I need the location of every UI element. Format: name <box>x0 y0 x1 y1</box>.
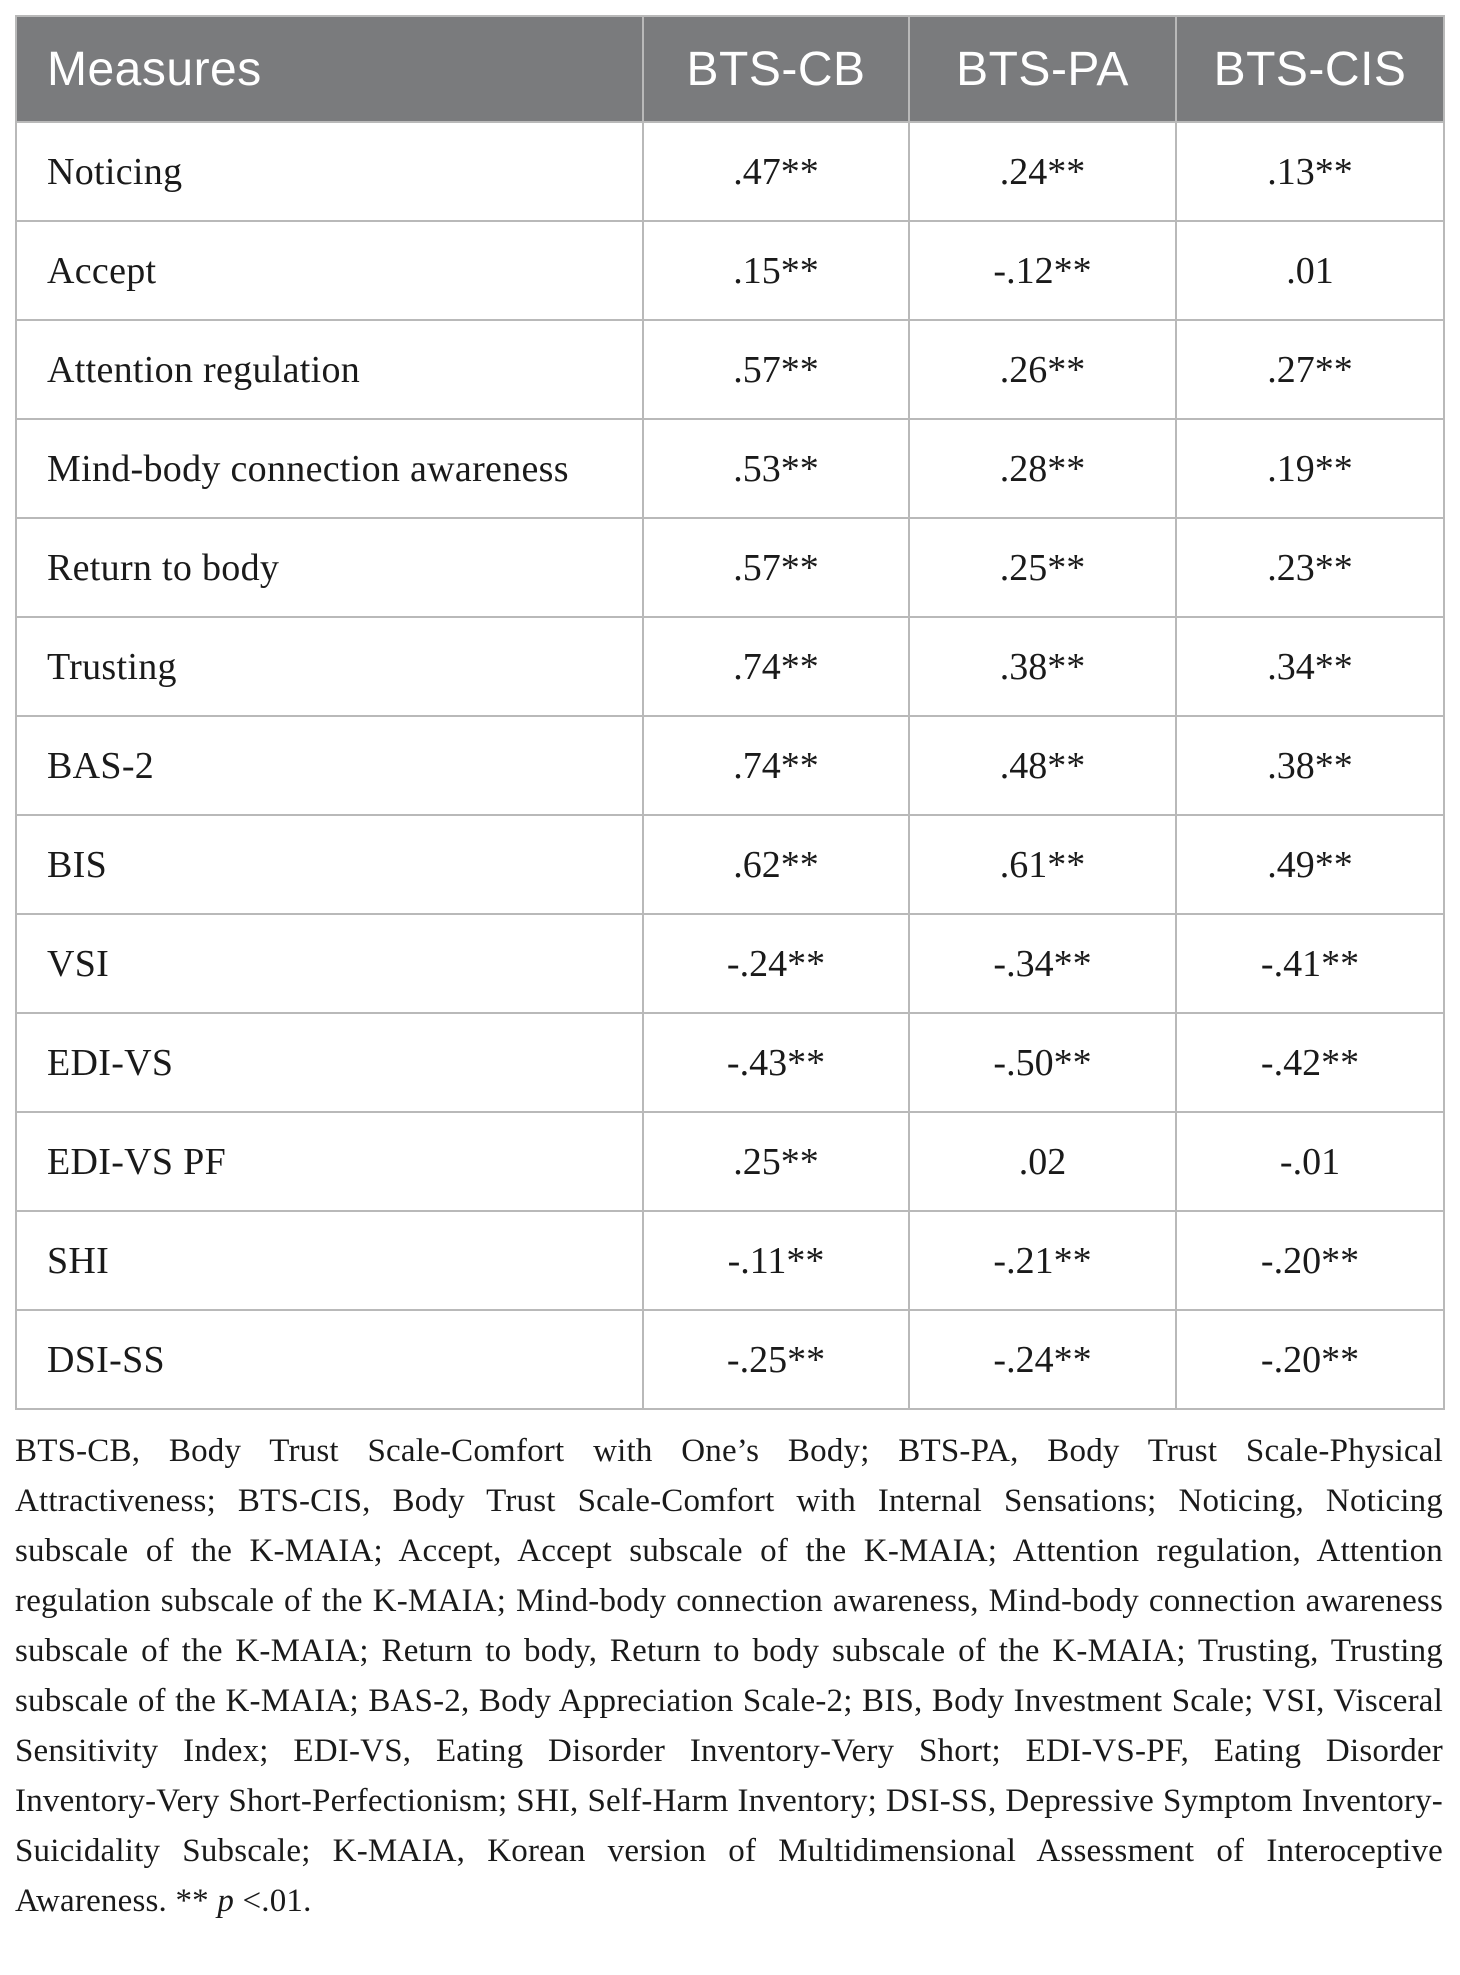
cell-bts-cis: .19** <box>1176 419 1444 518</box>
header-bts-cis: BTS-CIS <box>1176 16 1444 122</box>
cell-bts-pa: .28** <box>909 419 1176 518</box>
table-body <box>16 122 1444 1409</box>
cell-bts-cb: -.11** <box>643 1211 909 1310</box>
cell-bts-cis: .49** <box>1176 815 1444 914</box>
table-row <box>16 518 1444 617</box>
header-measures: Measures <box>16 16 643 122</box>
cell-bts-pa: .25** <box>909 518 1176 617</box>
table-row <box>16 716 1444 815</box>
footnote-significance-marker: ** <box>175 1883 209 1919</box>
cell-bts-pa: .48** <box>909 716 1176 815</box>
table-row <box>16 1013 1444 1112</box>
cell-bts-cis: .23** <box>1176 518 1444 617</box>
cell-bts-cb: .57** <box>643 320 909 419</box>
cell-bts-cb: .74** <box>643 716 909 815</box>
cell-bts-cis: .38** <box>1176 716 1444 815</box>
cell-bts-pa: -.24** <box>909 1310 1176 1409</box>
header-row <box>16 16 1444 122</box>
table-row <box>16 617 1444 716</box>
cell-bts-cis: -.20** <box>1176 1211 1444 1310</box>
cell-bts-cb: .74** <box>643 617 909 716</box>
footnote-abbreviations: BTS-CB, Body Trust Scale-Comfort with One’s Body; BTS-PA, Body Trust Scale-Physical Attractiveness; BTS-CIS, Body Trust Scale-Comfort with Internal Sensations; Noticing, Noticing subscale of the K-MAIA; Accept, Accept subscale of the K-MAIA; Attention regulation, Attention regulation subscale of the K-MAIA; Mind-body connection awareness, Mind-body connection awareness subscale of the K-MAIA; Return to body, Return to body subscale of the K-MAIA; Trusting, Trusting subscale of the K-MAIA; BAS-2, Body Appreciation Scale-2; BIS, Body Investment Scale; VSI, Visceral Sensitivity Index; EDI-VS, Eating Disorder Inventory-Very Short; EDI-VS-PF, Eating Disorder Inventory-Very Short-Perfectionism; SHI, Self-Harm Inventory; DSI-SS, Depressive Symptom Inventory-Suicidality Subscale; K-MAIA, Korean version of Multidimensional Assessment of Interoceptive Awareness. <box>15 1433 1443 1919</box>
row-measure: BAS-2 <box>16 716 643 815</box>
row-measure: EDI-VS <box>16 1013 643 1112</box>
cell-bts-cis: -.20** <box>1176 1310 1444 1409</box>
row-measure: Noticing <box>16 122 643 221</box>
cell-bts-cb: .15** <box>643 221 909 320</box>
row-measure: Trusting <box>16 617 643 716</box>
table-row <box>16 1112 1444 1211</box>
table-row <box>16 320 1444 419</box>
table-row <box>16 1211 1444 1310</box>
table-row <box>16 914 1444 1013</box>
cell-bts-cis: .27** <box>1176 320 1444 419</box>
table-row <box>16 122 1444 221</box>
cell-bts-cb: -.24** <box>643 914 909 1013</box>
table-row <box>16 419 1444 518</box>
row-measure: EDI-VS PF <box>16 1112 643 1211</box>
table-container <box>15 15 1443 1959</box>
cell-bts-cb: -.43** <box>643 1013 909 1112</box>
cell-bts-pa: .24** <box>909 122 1176 221</box>
cell-bts-cis: -.41** <box>1176 914 1444 1013</box>
cell-bts-cb: .57** <box>643 518 909 617</box>
table-row <box>16 1310 1444 1409</box>
cell-bts-pa: .26** <box>909 320 1176 419</box>
table-row <box>16 221 1444 320</box>
cell-bts-pa: .61** <box>909 815 1176 914</box>
table-footnote <box>15 1426 1443 1926</box>
table-header <box>16 16 1444 122</box>
cell-bts-pa: .02 <box>909 1112 1176 1211</box>
row-measure: Accept <box>16 221 643 320</box>
row-measure: Return to body <box>16 518 643 617</box>
footnote-p-threshold: <.01. <box>242 1883 312 1919</box>
cell-bts-cb: .25** <box>643 1112 909 1211</box>
cell-bts-cis: .34** <box>1176 617 1444 716</box>
row-measure: Attention regulation <box>16 320 643 419</box>
cell-bts-pa: -.34** <box>909 914 1176 1013</box>
row-measure: BIS <box>16 815 643 914</box>
cell-bts-pa: -.21** <box>909 1211 1176 1310</box>
cell-bts-cb: .62** <box>643 815 909 914</box>
row-measure: SHI <box>16 1211 643 1310</box>
header-bts-cb: BTS-CB <box>643 16 909 122</box>
row-measure: DSI-SS <box>16 1310 643 1409</box>
cell-bts-cis: .01 <box>1176 221 1444 320</box>
header-bts-pa: BTS-PA <box>909 16 1176 122</box>
cell-bts-pa: -.12** <box>909 221 1176 320</box>
table-row <box>16 815 1444 914</box>
cell-bts-cis: -.01 <box>1176 1112 1444 1211</box>
row-measure: VSI <box>16 914 643 1013</box>
cell-bts-cb: .47** <box>643 122 909 221</box>
footnote-p-symbol: p <box>217 1883 235 1919</box>
cell-bts-cis: -.42** <box>1176 1013 1444 1112</box>
correlation-table <box>15 15 1445 1410</box>
cell-bts-cb: .53** <box>643 419 909 518</box>
cell-bts-cis: .13** <box>1176 122 1444 221</box>
row-measure: Mind-body connection awareness <box>16 419 643 518</box>
cell-bts-cb: -.25** <box>643 1310 909 1409</box>
cell-bts-pa: .38** <box>909 617 1176 716</box>
cell-bts-pa: -.50** <box>909 1013 1176 1112</box>
